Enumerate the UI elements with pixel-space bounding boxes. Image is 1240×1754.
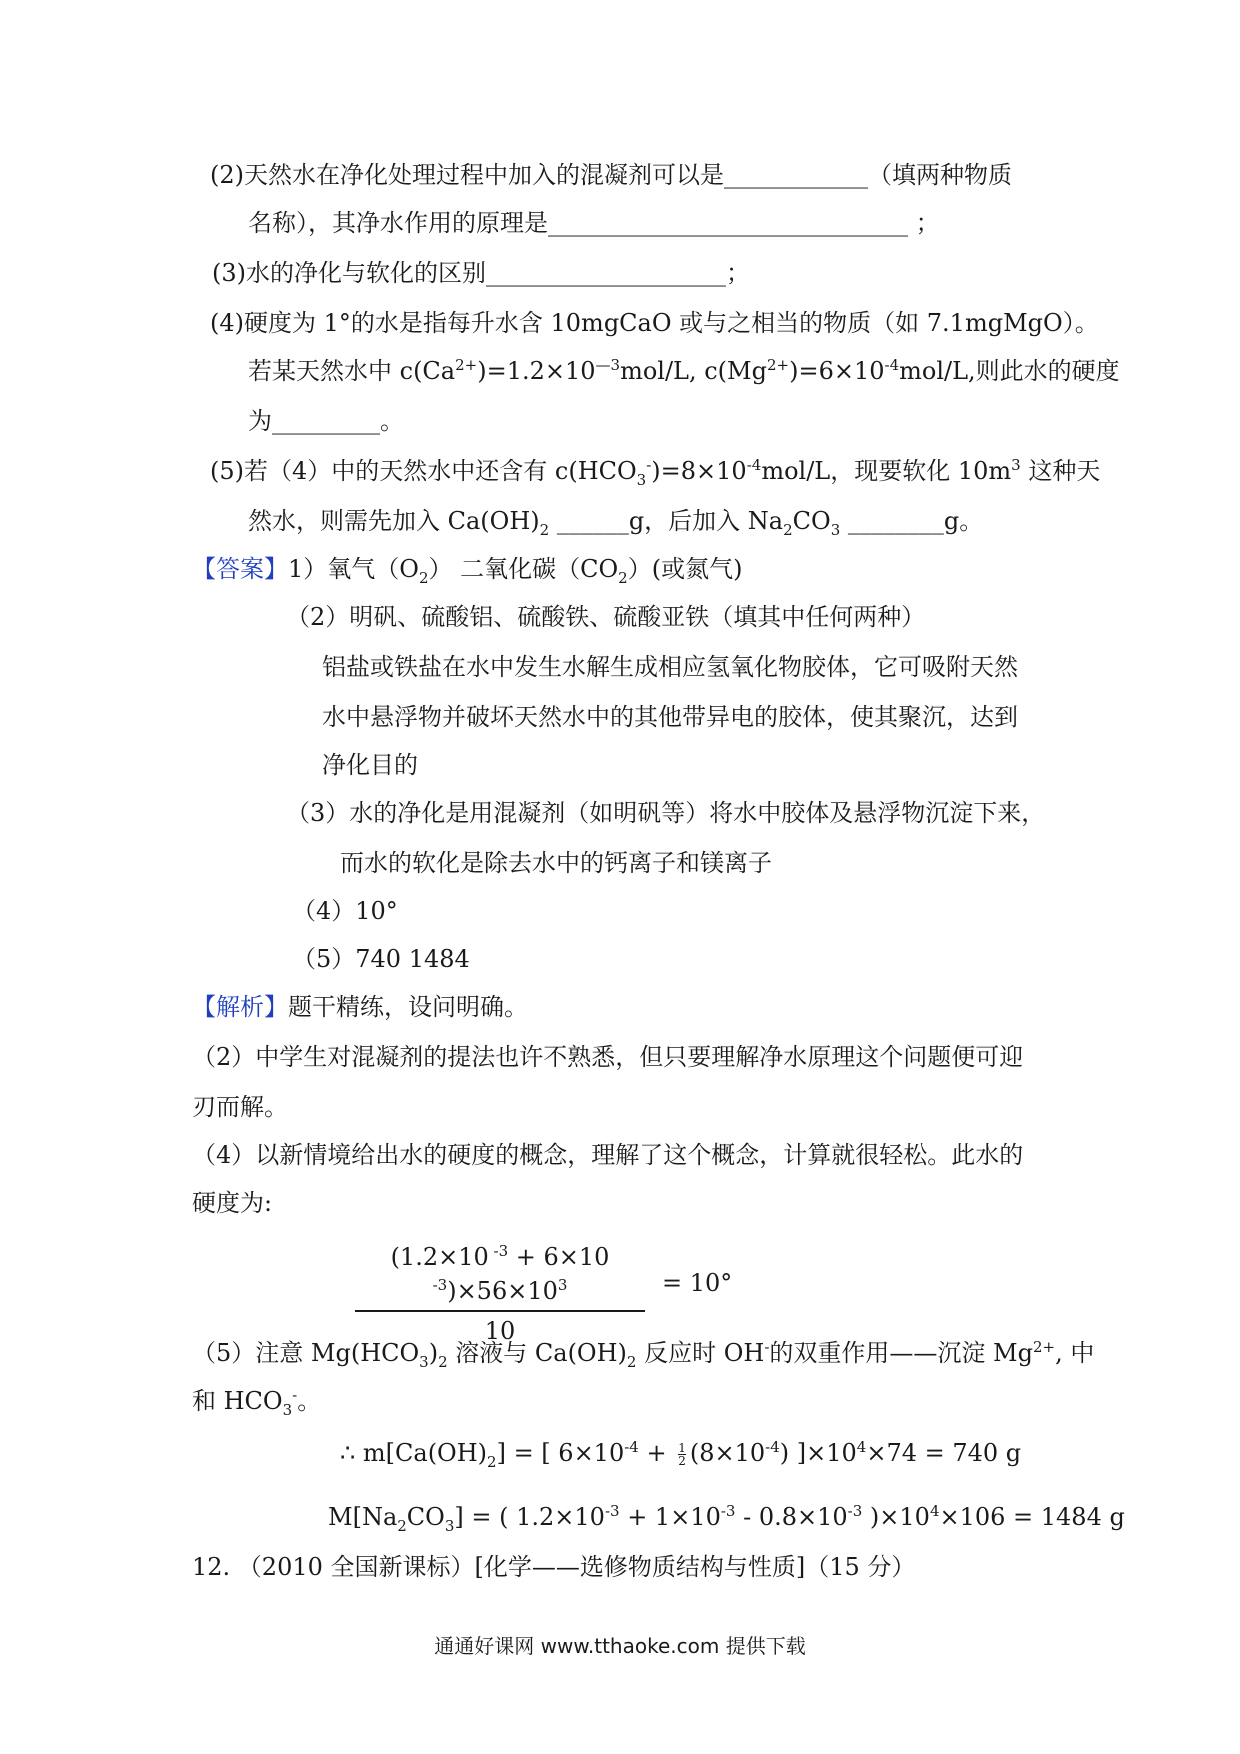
q4-line1: (4)硬度为 1°的水是指每升水含 10mgCaO 或与之相当的物质（如 7.1mgMgO）。	[210, 309, 1099, 337]
q2-line1: (2)天然水在净化处理过程中加入的混凝剂可以是____________（填两种物质	[210, 161, 1012, 189]
q4-line2: 若某天然水中 $c(Ca^{2+})=1.2\times 10^{—3}mol/L$, $c(Mg^{2+})=6\times 10^{-4}mol/L$,则此水的硬度	[248, 356, 1120, 385]
answer-2-line4: 净化目的	[322, 751, 418, 779]
answer-3-line2: 而水的软化是除去水中的钙离子和镁离子	[340, 849, 772, 877]
question-12-heading: 12. （2010 全国新课标）[化学——选修物质结构与性质]（15 分）	[192, 1553, 916, 1581]
fraction-numerator: (1.2×10 $^{-3}$ + 6×10 $^{-3})\times 56\times 10^3$	[390, 1242, 610, 1305]
q4-line3: 为_________。	[248, 407, 404, 435]
analysis-p4-line2: 硬度为:	[192, 1189, 273, 1217]
q2-line2: 名称），其净水作用的原理是______________________________ ；	[248, 209, 940, 237]
hardness-fraction	[355, 1240, 645, 1348]
answer-4: （4）10°	[292, 897, 398, 925]
page-footer: 通通好课网 www.tthaoke.com 提供下载	[434, 1634, 806, 1658]
one-half-fraction: $\frac{1}{2}$	[678, 1441, 686, 1468]
analysis-p2-line1: （2）中学生对混凝剂的提法也许不熟悉，但只要理解净水原理这个问题便可迎	[192, 1043, 1024, 1071]
answer-2-line1: （2）明矾、硫酸铝、硫酸铁、硫酸亚铁（填其中任何两种）	[286, 603, 926, 631]
analysis-p4-line1: （4）以新情境给出水的硬度的概念，理解了这个概念，计算就很轻松。此水的	[192, 1141, 1024, 1169]
analysis-p2-line2: 刃而解。	[192, 1093, 288, 1121]
fraction-result: = 10°	[662, 1269, 733, 1297]
analysis-p5-line1: （5）注意 $Mg(HCO_3)_2$ 溶液与 $Ca(OH)_2$ 反应时 OH-的双重作用——沉淀 $Mg^{2+}$, 中	[192, 1338, 1095, 1371]
analysis-tag: 【解析】	[192, 993, 288, 1021]
equation-na2co3: $M[Na_2CO_3]$ = ( $1.2\times 10^{-3} + 1\times 10^{-3} - 0.8\times 10^{-3}$ )$\times 10^4\times 106 = 1484$ g	[328, 1502, 1125, 1535]
answer-tag: 【答案】	[192, 555, 288, 583]
answer-2-line2: 铝盐或铁盐在水中发生水解生成相应氢氧化物胶体，它可吸附天然	[322, 653, 1018, 681]
analysis-intro: 【解析】题干精练，设问明确。	[192, 993, 528, 1021]
answer-2-line3: 水中悬浮物并破坏天然水中的其他带异电的胶体，使其聚沉，达到	[322, 703, 1018, 731]
answer-3-line1: （3）水的净化是用混凝剂（如明矾等）将水中胶体及悬浮物沉淀下来，	[286, 799, 1046, 827]
fraction-denominator: 10	[484, 1317, 516, 1345]
analysis-p5-line2: 和 $HCO_3^-$。	[192, 1386, 322, 1419]
answer-5: （5）740 1484	[292, 945, 470, 973]
fraction-bar	[355, 1310, 645, 1312]
equation-caoh2: ∴ $m[Ca(OH)_2]$ = [ $6\times 10^{-4}$ + $\frac{1}{2}$ $(8\times 10^{-4}) ]\times 10^4\times 74 = 740$ g	[340, 1438, 1022, 1471]
q3-line1: (3)水的净化与软化的区别____________________；	[212, 259, 750, 287]
q5-line1: (5)若（4）中的天然水中还含有 $c(HCO_3^-)=8\times 10^{-4}mol/L$，现要软化 $10m^3$ 这种天	[210, 456, 1101, 489]
answer-line1: 【答案】1）氧气$(O_2)$ 二氧化碳$(CO_2)$(或氮气)	[192, 555, 743, 587]
q5-line2: 然水，则需先加入 $Ca(OH)_2$ ______g，后加入 $Na_2CO_3$ ________g。	[248, 507, 984, 539]
